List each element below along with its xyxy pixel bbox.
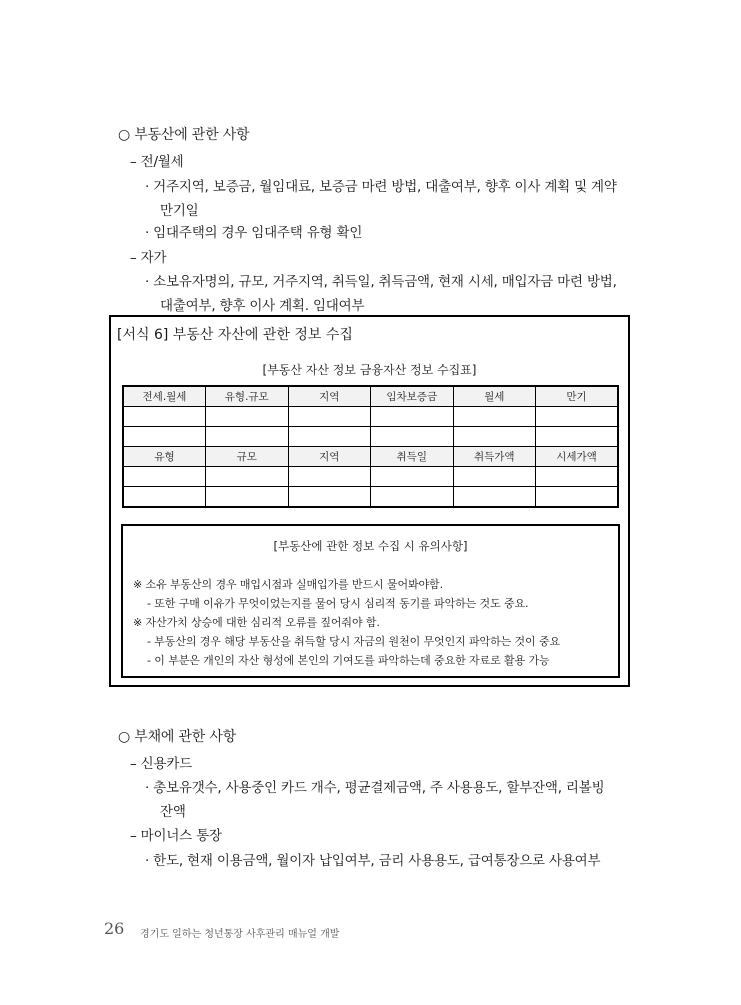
table-cell[interactable]	[123, 427, 206, 447]
table-cell[interactable]	[536, 467, 619, 487]
page-number: 26	[104, 919, 125, 938]
table-cell[interactable]	[288, 487, 371, 508]
table-cell[interactable]	[206, 407, 289, 427]
caution-note-line: ※ 자산가치 상승에 대한 심리적 오류를 짚어줘야 함.	[133, 616, 380, 629]
form-box	[109, 315, 630, 687]
table-header: 지역	[288, 386, 371, 407]
caution-note-line: - 부동산의 경우 해당 부동산을 취득할 당시 자금의 원천이 무엇인지 파악하는 것이 중요	[147, 635, 561, 648]
subheading-owned: – 자가	[130, 250, 167, 266]
table-cell[interactable]	[123, 407, 206, 427]
table-header: 규모	[206, 447, 289, 467]
bullet-rental-housing: · 임대주택의 경우 임대주택 유형 확인	[145, 225, 363, 241]
footer-title: 경기도 일하는 청년통장 사후관리 매뉴얼 개발	[140, 929, 340, 940]
table-cell[interactable]	[453, 487, 536, 508]
table-cell[interactable]	[536, 427, 619, 447]
subheading-overdraft: – 마이너스 통장	[130, 828, 222, 844]
table-header: 월세	[453, 386, 536, 407]
bullet-credit-card-details-cont: 잔액	[160, 804, 186, 820]
table-cell[interactable]	[371, 427, 454, 447]
table-cell[interactable]	[536, 407, 619, 427]
bullet-jeonse-details: · 거주지역, 보증금, 월임대료, 보증금 마련 방법, 대출여부, 향후 이사 계획 및 계약	[145, 179, 617, 195]
table-row	[123, 427, 618, 447]
subheading-jeonse-wolse: – 전/월세	[130, 154, 184, 170]
table-cell[interactable]	[288, 407, 371, 427]
table-cell[interactable]	[371, 467, 454, 487]
caution-note-line: ※ 소유 부동산의 경우 매입시점과 실매입가를 반드시 물어봐야함.	[133, 578, 443, 591]
bullet-credit-card-details: · 총보유갯수, 사용중인 카드 개수, 평균결제금액, 주 사용용도, 할부잔액, 리볼빙	[145, 780, 605, 796]
table-cell[interactable]	[123, 467, 206, 487]
table-cell[interactable]	[206, 467, 289, 487]
table-cell[interactable]	[453, 467, 536, 487]
table-cell[interactable]	[371, 487, 454, 508]
form-title: [서식 6] 부동산 자산에 관한 정보 수집	[117, 327, 353, 343]
caution-note-line: - 또한 구매 이유가 무엇이었는지를 물어 당시 심리적 동기를 파악하는 것도 중요.	[147, 597, 529, 610]
table-cell[interactable]	[288, 427, 371, 447]
table-row	[123, 467, 618, 487]
table-cell[interactable]	[206, 427, 289, 447]
table-cell[interactable]	[371, 407, 454, 427]
caution-note-title: [부동산에 관한 정보 수집 시 유의사항]	[273, 539, 468, 553]
subheading-credit-card: – 신용카드	[130, 756, 193, 772]
table-header: 취득일	[371, 447, 454, 467]
table-header: 전세.월세	[123, 386, 206, 407]
table-cell[interactable]	[206, 487, 289, 508]
bullet-jeonse-details-cont: 만기일	[160, 203, 199, 219]
table-cell[interactable]	[536, 487, 619, 508]
table-header: 유형.규모	[206, 386, 289, 407]
caution-note-box	[121, 524, 620, 678]
bullet-owned-details-cont: 대출여부, 향후 이사 계획. 임대여부	[160, 298, 365, 314]
table-cell[interactable]	[453, 407, 536, 427]
table-header: 만기	[536, 386, 619, 407]
table-cell[interactable]	[453, 427, 536, 447]
rental-info-table	[122, 385, 619, 508]
table-caption: [부동산 자산 정보 금융자산 정보 수집표]	[262, 363, 477, 377]
table-row	[123, 487, 618, 508]
bullet-overdraft-details: · 한도, 현재 이용금액, 월이자 납입여부, 금리 사용용도, 급여통장으로 사용여부	[145, 853, 601, 869]
caution-note-line: - 이 부분은 개인의 자산 형성에 본인의 기여도를 파악하는데 중요한 자료로 활용 가능	[147, 654, 550, 667]
table-cell[interactable]	[288, 467, 371, 487]
table-header: 취득가액	[453, 447, 536, 467]
section-heading-debt: ○ 부채에 관한 사항	[118, 729, 237, 745]
table-header: 임차보증금	[371, 386, 454, 407]
table-cell[interactable]	[123, 487, 206, 508]
bullet-owned-details: · 소보유자명의, 규모, 거주지역, 취득일, 취득금액, 현재 시세, 매입자금 마련 방법,	[145, 274, 617, 290]
section-heading-real-estate: ○ 부동산에 관한 사항	[118, 127, 250, 143]
table-header: 지역	[288, 447, 371, 467]
table-header: 유형	[123, 447, 206, 467]
table-row	[123, 407, 618, 427]
table-header: 시세가액	[536, 447, 619, 467]
